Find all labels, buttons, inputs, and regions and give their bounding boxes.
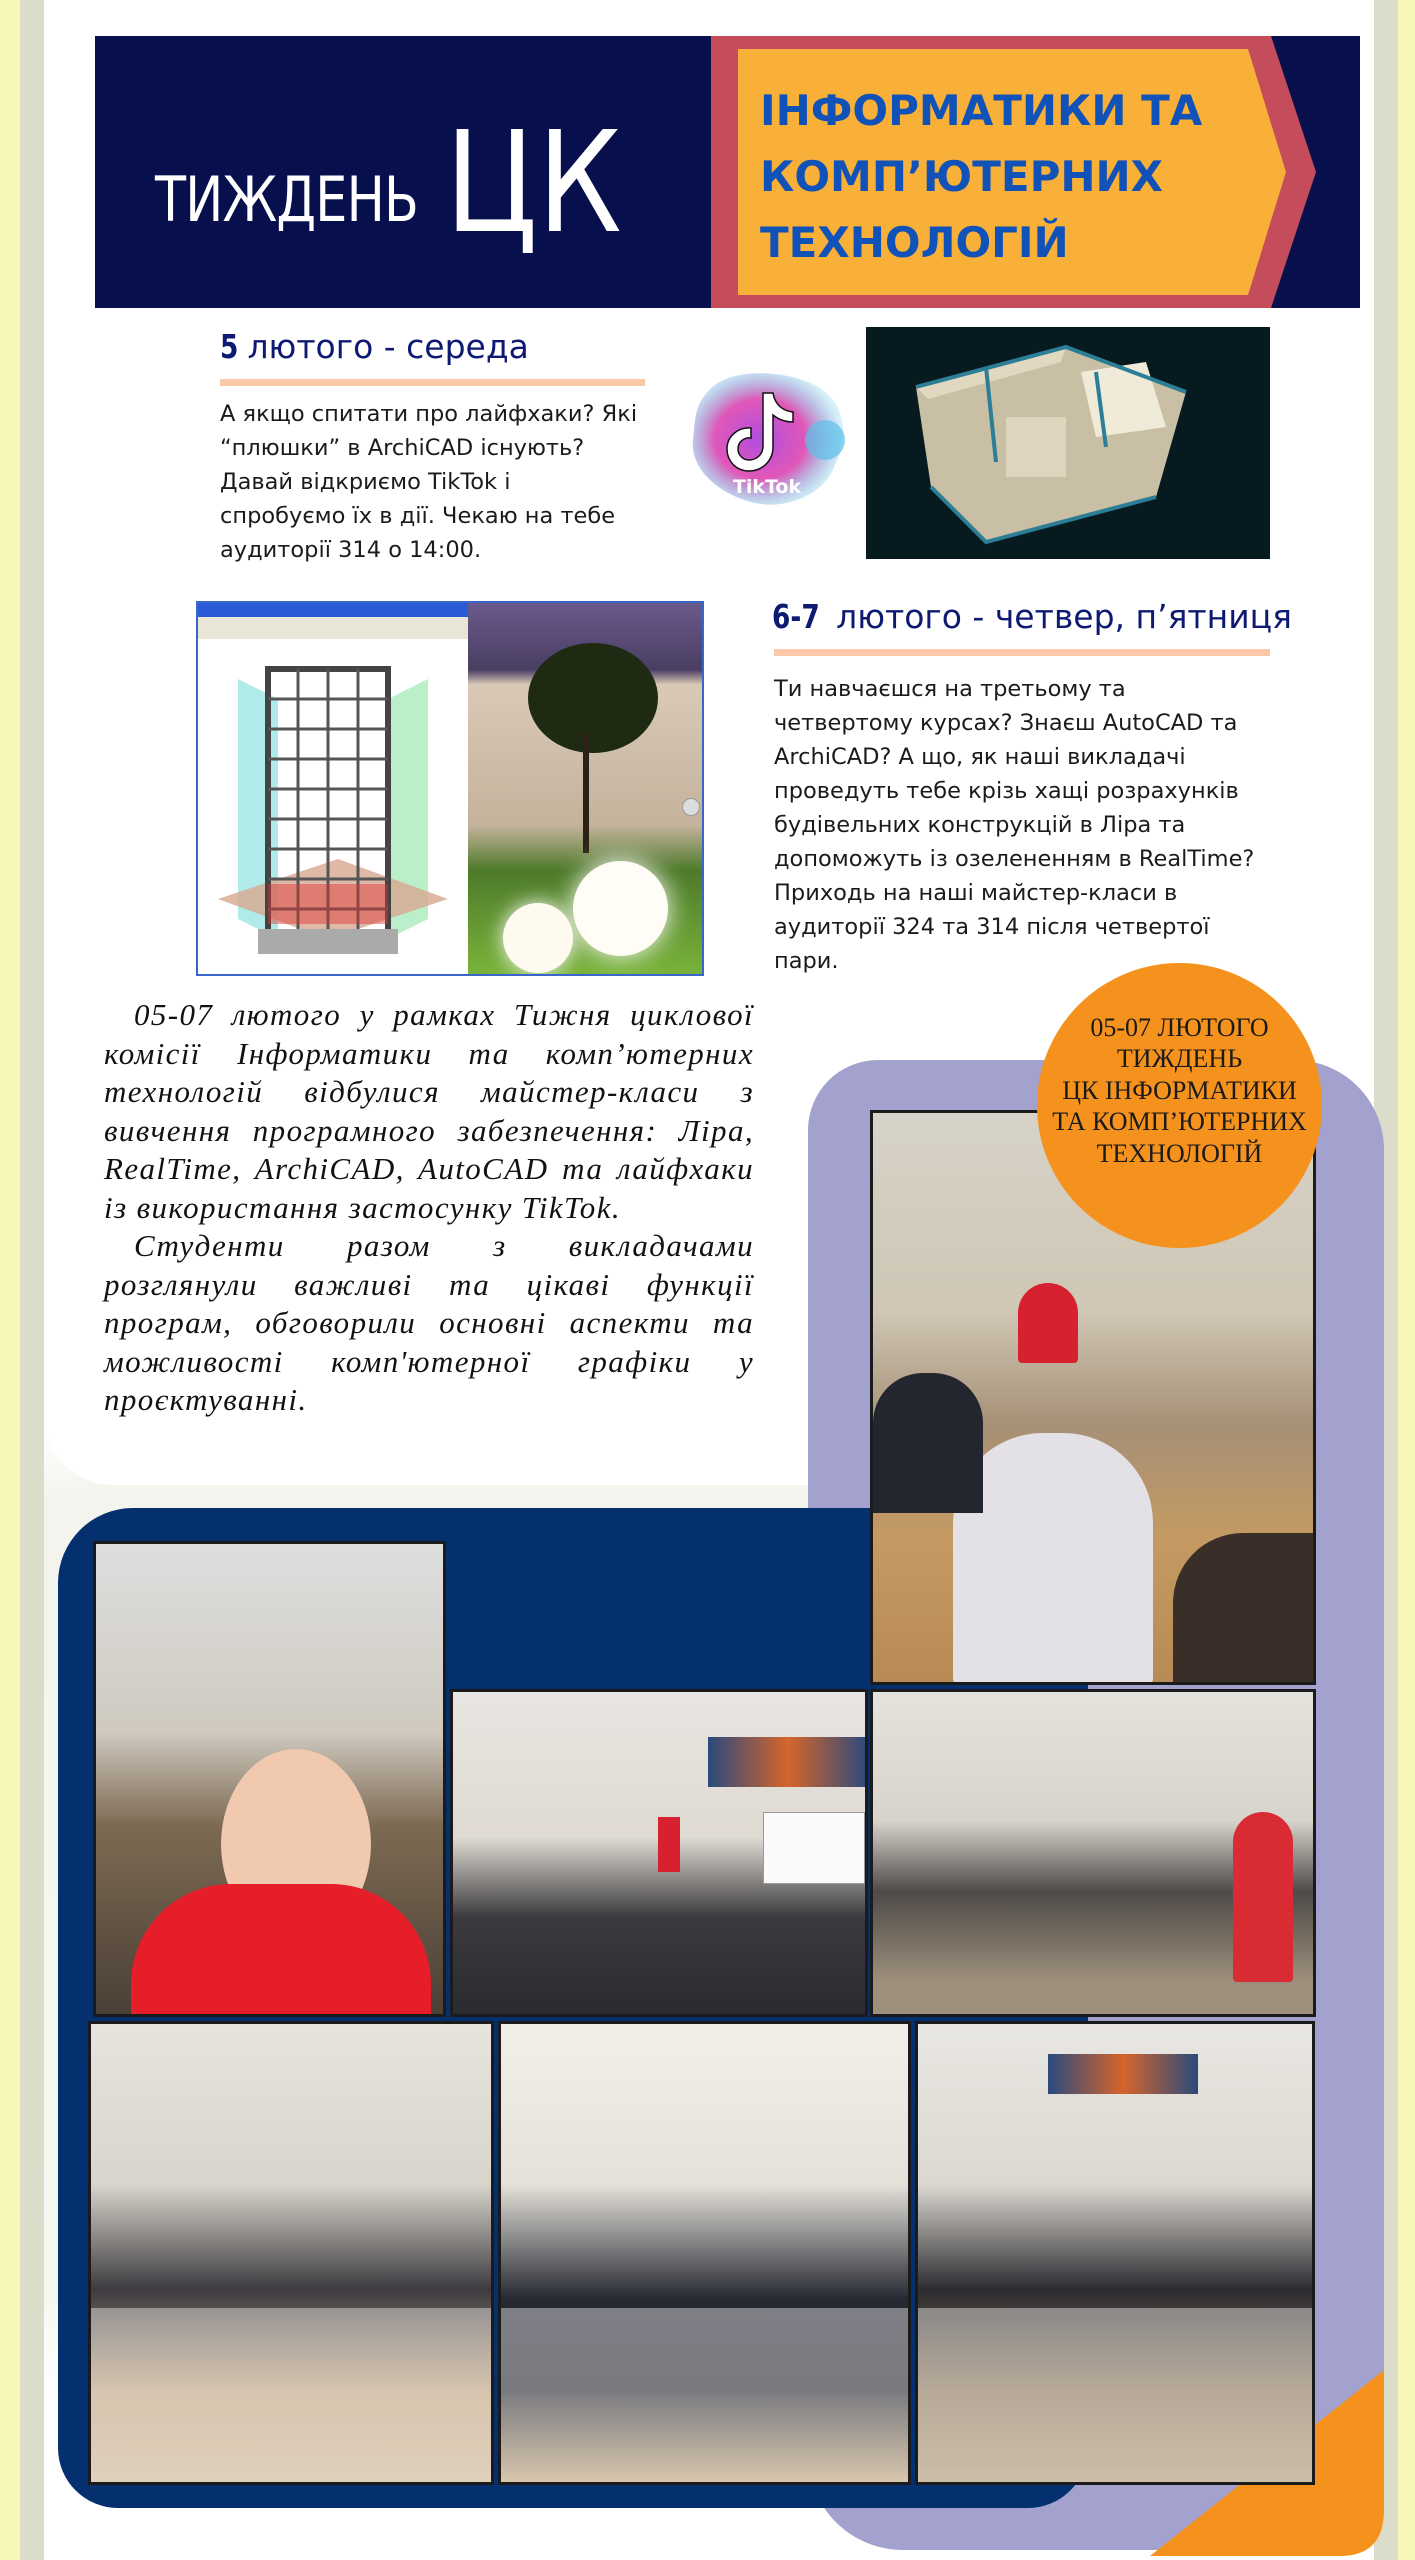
light-globe [573, 861, 668, 956]
section1-line: спробуємо їх в дії. Чекаю на тебе [220, 503, 616, 529]
section2-body [774, 672, 1304, 978]
photo-classroom-rows-center [498, 2021, 911, 2485]
summary-paragraph: 05-07 лютого у рамках Тижня циклової комісії Інформатики та комп’ютерних технологій відбулися майстер-класи з вивчення програмного забезпечення: Ліра, RealTime, ArchiCAD, AutoCAD та лайфхаки із використання застосунку TikTok. [104, 997, 754, 1225]
city-panorama [1048, 2054, 1198, 2094]
section2-date-text: лютого - четвер, п’ятниця [825, 597, 1292, 636]
photo-fade [501, 2308, 908, 2482]
section2-line: Приходь на наші майстер-класи в [774, 880, 1178, 906]
badge-line: ТИЖДЕНЬ [1116, 1044, 1243, 1074]
section2-line: будівельних конструкцій в Ліра та [774, 812, 1186, 838]
section2-date-number: 6-7 [772, 597, 820, 636]
section1-line: аудиторії 314 о 14:00. [220, 537, 482, 563]
banner-title-line: ІНФОРМАТИКИ ТА [760, 86, 1203, 135]
section2-line: Ти навчаєшся на третьому та [774, 676, 1126, 702]
photo-fade [91, 2308, 491, 2482]
summary-paragraph: Студенти разом з викладачами розглянули важливі та цікаві функції програм, обговорили основні аспекти та можливості комп'ютерної графіки у проєктуванні. [104, 1228, 754, 1417]
event-summary [104, 996, 754, 1420]
section1-divider [220, 379, 645, 386]
tree-trunk [583, 733, 589, 853]
section2-line: четвертому курсах? Знаєш AutoCAD та [774, 710, 1238, 736]
section1-date-number: 5 [220, 327, 239, 366]
badge-line: ЦК ІНФОРМАТИКИ [1062, 1075, 1297, 1105]
section1-date-text: лютого - середа [236, 327, 529, 366]
section2-line: проведуть тебе крізь хащі розрахунків [774, 778, 1239, 804]
banner-left [155, 102, 653, 265]
section2-line: аудиторії 324 та 314 після четвертої [774, 914, 1210, 940]
lira-toolbar [198, 617, 468, 639]
banner-ck-label: ЦК [445, 102, 622, 265]
photo-classroom-wide [450, 1689, 868, 2017]
archicad-3d-plan-image [866, 327, 1270, 559]
section1-line: А якщо спитати про лайфхаки? Які [220, 401, 638, 427]
teacher-figure [1018, 1283, 1078, 1363]
badge-line: 05-07 ЛЮТОГО [1090, 1012, 1269, 1042]
garden-lighting-photo [468, 603, 704, 974]
banner-week-label: ТИЖДЕНЬ [155, 163, 419, 236]
student-figure [953, 1433, 1153, 1685]
apartment-render-icon [866, 327, 1270, 559]
section2-line: пари. [774, 948, 839, 974]
student-figure [1233, 1812, 1293, 1982]
building-frame-icon [198, 639, 468, 974]
banner-title-line: ТЕХНОЛОГІЙ [760, 218, 1069, 267]
section1-body [220, 397, 660, 567]
badge-line: ТЕХНОЛОГІЙ [1096, 1138, 1263, 1168]
teacher-figure [658, 1817, 680, 1872]
banner-title [760, 78, 1202, 276]
lira-software-screenshot [196, 601, 704, 976]
badge-text [1052, 1012, 1307, 1170]
red-sweater [131, 1884, 431, 2017]
city-panorama [708, 1737, 868, 1787]
whiteboard [763, 1812, 865, 1884]
next-arrow-icon[interactable] [682, 798, 700, 816]
photo-classroom-students [870, 1689, 1316, 2017]
tree-icon [528, 643, 658, 753]
photo-classroom-rows-right [915, 2021, 1315, 2485]
section2-line: ArchiCAD? А що, як наші викладачі [774, 744, 1186, 770]
event-badge [1037, 963, 1322, 1248]
photo-selfie [93, 1541, 446, 2017]
section2-date [772, 597, 1292, 636]
banner-title-line: КОМП’ЮТЕРНИХ [760, 152, 1164, 201]
photo-fade [918, 2308, 1312, 2482]
section1-date [220, 327, 529, 366]
photo-classroom-rows-left [88, 2021, 494, 2485]
section2-line: допоможуть із озелененням в RealTime? [774, 846, 1255, 872]
tiktok-logo [675, 345, 860, 530]
lira-window-titlebar [198, 603, 468, 617]
section1-line: Давай відкриємо TikTok і [220, 469, 511, 495]
tiktok-logo-text: TikTok [732, 476, 802, 498]
student-figure [873, 1373, 983, 1513]
student-figure [1173, 1533, 1316, 1685]
tiktok-splash-icon [675, 345, 860, 530]
header-banner [95, 36, 1360, 308]
section1-line: “плюшки” в ArchiCAD існують? [220, 435, 585, 461]
section2-divider [774, 649, 1270, 656]
light-globe [503, 903, 573, 973]
badge-line: ТА КОМП’ЮТЕРНИХ [1052, 1107, 1307, 1137]
